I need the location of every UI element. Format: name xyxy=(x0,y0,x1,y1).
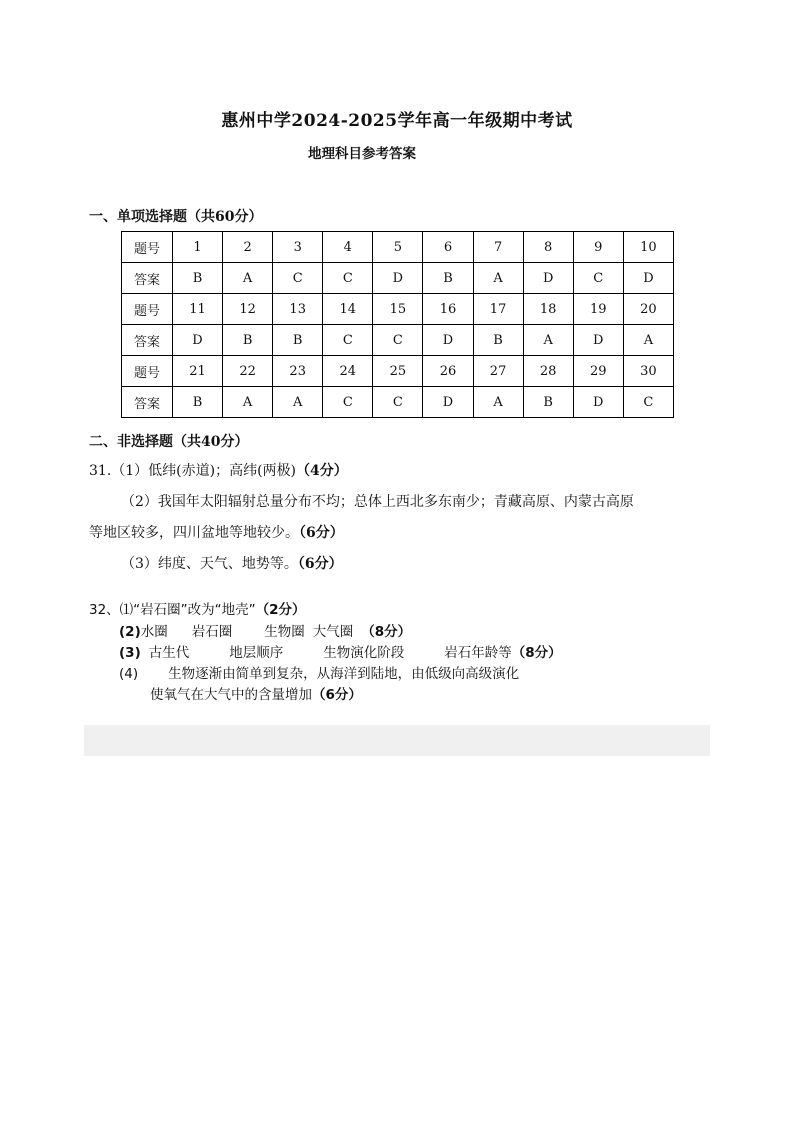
question-number-cell: 12 xyxy=(223,294,273,325)
row-label-question: 题号 xyxy=(122,232,173,263)
row-label-answer: 答案 xyxy=(122,325,173,356)
question-number-cell: 2 xyxy=(223,232,273,263)
answer-cell: B xyxy=(523,387,573,418)
question-number-cell: 23 xyxy=(273,356,323,387)
answer-cell: D xyxy=(573,325,623,356)
answer-cell: B xyxy=(423,263,473,294)
q32-part5-text: 使氧气在大气中的含量增加 xyxy=(150,687,312,703)
answer-cell: A xyxy=(273,387,323,418)
q31-part2-score: （6分） xyxy=(299,525,344,541)
q32-part4-num: (4) xyxy=(119,666,139,682)
question-number-cell: 13 xyxy=(273,294,323,325)
answer-cell: B xyxy=(473,325,523,356)
question-number-cell: 6 xyxy=(423,232,473,263)
q31-part2-line1: （2）我国年太阳辐射总量分布不均；总体上西北多东南少；青藏高原、内蒙古高原 xyxy=(121,494,634,510)
answer-table xyxy=(121,231,674,418)
page-subtitle: 地理科目参考答案 xyxy=(308,146,416,162)
question-number-cell: 17 xyxy=(473,294,523,325)
question-number-cell: 3 xyxy=(273,232,323,263)
q32-part3-item: 岩石年龄等 xyxy=(444,645,512,661)
question-number-cell: 29 xyxy=(573,356,623,387)
q32-part1-score: （2分） xyxy=(255,602,306,618)
answer-cell: A xyxy=(473,263,523,294)
answer-cell: D xyxy=(423,387,473,418)
question-number-cell: 8 xyxy=(523,232,573,263)
question-number-cell: 25 xyxy=(373,356,423,387)
q31-part1 xyxy=(89,461,348,481)
q31-part3 xyxy=(121,554,343,574)
q32-part3-num: (3) xyxy=(119,645,141,661)
answer-cell: B xyxy=(273,325,323,356)
question-number-cell: 21 xyxy=(172,356,222,387)
answer-cell: C xyxy=(323,325,373,356)
question-number-cell: 22 xyxy=(223,356,273,387)
answer-cell: D xyxy=(423,325,473,356)
q32-part2-item: 岩石圈 xyxy=(191,624,233,640)
answer-cell: D xyxy=(573,387,623,418)
question-number-cell: 11 xyxy=(172,294,222,325)
q32-part2 xyxy=(119,622,411,642)
answer-cell: C xyxy=(573,263,623,294)
q32-part4-text: 生物逐渐由简单到复杂，从海洋到陆地，由低级向高级演化 xyxy=(168,666,520,682)
question-number-cell: 15 xyxy=(373,294,423,325)
answer-cell: A xyxy=(223,263,273,294)
question-number-cell: 16 xyxy=(423,294,473,325)
question-number-cell: 5 xyxy=(373,232,423,263)
q31-part1-text: 31.（1）低纬(赤道)；高纬(两极) xyxy=(89,463,297,479)
answer-cell: C xyxy=(623,387,673,418)
page-title: 惠州中学2024-2025学年高一年级期中考试 xyxy=(221,111,573,131)
q32-part3-item: 古生代 xyxy=(148,645,190,661)
q32-part5 xyxy=(150,685,362,705)
question-number-cell: 28 xyxy=(523,356,573,387)
answer-cell: A xyxy=(623,325,673,356)
q32-part2-num: (2) xyxy=(119,624,141,640)
question-number-cell: 10 xyxy=(623,232,673,263)
question-number-cell: 18 xyxy=(523,294,573,325)
question-number-cell: 27 xyxy=(473,356,523,387)
q32-part1-text: 32、⑴“岩石圈”改为“地壳” xyxy=(89,602,256,618)
question-number-cell: 14 xyxy=(323,294,373,325)
answer-cell: C xyxy=(323,387,373,418)
section-heading-choice: 一、单项选择题（共60分） xyxy=(89,209,263,225)
q31-part2-text: 等地区较多，四川盆地等地较少。 xyxy=(89,525,299,541)
answer-cell: C xyxy=(273,263,323,294)
q32-part3-score: （8分） xyxy=(511,645,562,661)
row-label-answer: 答案 xyxy=(122,263,173,294)
question-number-cell: 26 xyxy=(423,356,473,387)
q32-part2-item: 水圈 xyxy=(140,624,168,640)
question-number-row xyxy=(122,232,674,263)
q32-part3-item: 生物演化阶段 xyxy=(323,645,405,661)
question-number-cell: 1 xyxy=(172,232,222,263)
q31-part3-text: （3）纬度、天气、地势等。 xyxy=(121,556,298,572)
answer-cell: D xyxy=(172,325,222,356)
q32-part5-score: （6分） xyxy=(312,687,362,703)
answer-cell: A xyxy=(523,325,573,356)
row-label-question: 题号 xyxy=(122,356,173,387)
answer-cell: C xyxy=(373,387,423,418)
question-number-cell: 19 xyxy=(573,294,623,325)
q32-part3 xyxy=(119,643,562,663)
q32-part2-item: 生物圈 xyxy=(264,624,305,640)
footer-shaded-bar xyxy=(84,725,710,756)
q31-part3-score: （6分） xyxy=(297,556,343,572)
q32-part2-item: 大气圈 xyxy=(312,624,354,640)
answer-cell: A xyxy=(223,387,273,418)
answer-cell: D xyxy=(373,263,423,294)
answer-cell: C xyxy=(373,325,423,356)
answer-cell: D xyxy=(523,263,573,294)
question-number-cell: 4 xyxy=(323,232,373,263)
row-label-question: 题号 xyxy=(122,294,173,325)
answer-cell: D xyxy=(623,263,673,294)
question-number-cell: 20 xyxy=(623,294,673,325)
q31-part2-line2 xyxy=(89,523,344,543)
answer-cell: B xyxy=(172,263,222,294)
q32-part2-score: （8分） xyxy=(361,624,412,640)
section-heading-non-choice: 二、非选择题（共40分） xyxy=(89,434,249,450)
answer-cell: B xyxy=(172,387,222,418)
question-number-row xyxy=(122,356,674,387)
answer-cell: C xyxy=(323,263,373,294)
answer-row xyxy=(122,263,674,294)
question-number-row xyxy=(122,294,674,325)
q32-part3-item: 地层顺序 xyxy=(229,645,284,661)
answer-cell: A xyxy=(473,387,523,418)
answer-cell: B xyxy=(223,325,273,356)
question-number-cell: 9 xyxy=(573,232,623,263)
question-number-cell: 30 xyxy=(623,356,673,387)
q32-part1 xyxy=(89,600,306,620)
q31-part1-score: （4分） xyxy=(296,463,348,479)
answer-row xyxy=(122,325,674,356)
question-number-cell: 7 xyxy=(473,232,523,263)
q32-part4 xyxy=(119,664,519,684)
question-number-cell: 24 xyxy=(323,356,373,387)
row-label-answer: 答案 xyxy=(122,387,173,418)
answer-row xyxy=(122,387,674,418)
